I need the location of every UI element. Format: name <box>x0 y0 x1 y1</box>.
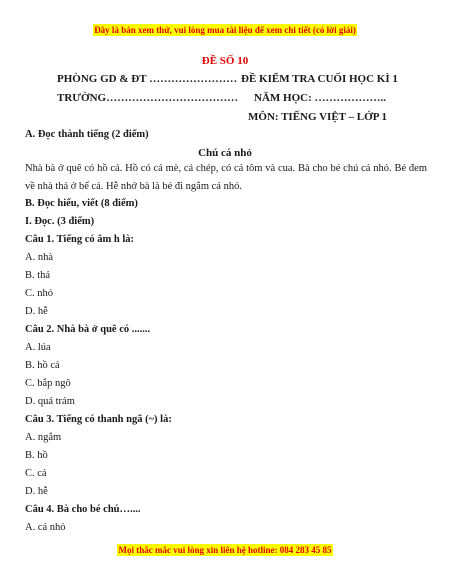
header-department: PHÒNG GD & ĐT …………………… <box>57 73 238 85</box>
section-a-heading: A. Đọc thành tiếng (2 điểm) <box>25 129 149 140</box>
question-1-option-a: A. nhà <box>25 252 53 263</box>
hotline-banner-text: Mọi thắc mắc vui lòng xin liên hệ hotline: 084 283 45 85 <box>118 545 332 555</box>
preview-banner <box>0 25 450 35</box>
header-school-year: NĂM HỌC: ……………….. <box>254 92 386 104</box>
question-2-option-c: C. bắp ngô <box>25 378 71 389</box>
question-2-option-b: B. hồ cá <box>25 360 60 371</box>
preview-banner-text: Đây là bản xem thử, vui lòng mua tài liệu để xem chi tiết (có lời giải) <box>94 25 356 35</box>
hotline-banner <box>0 545 450 555</box>
part-1-heading: I. Đọc. (3 điểm) <box>25 216 95 227</box>
header-exam-title: ĐỀ KIỂM TRA CUỐI HỌC KÌ 1 <box>241 73 398 85</box>
question-2-title: Câu 2. Nhà bà ở quê có ....... <box>25 324 151 335</box>
question-3-option-a: A. ngắm <box>25 432 62 443</box>
header-school: TRƯỜNG……………………………… <box>57 92 239 104</box>
question-1-title: Câu 1. Tiếng có âm h là: <box>25 234 134 245</box>
question-1-option-b: B. thả <box>25 270 51 281</box>
header-subject: MÔN: TIẾNG VIỆT – LỚP 1 <box>248 111 388 123</box>
question-2-option-a: A. lúa <box>25 342 51 353</box>
section-b-heading: B. Đọc hiểu, viết (8 điểm) <box>25 198 138 209</box>
question-3-option-c: C. cả <box>25 468 47 479</box>
question-3-title: Câu 3. Tiếng có thanh ngã (~) là: <box>25 414 172 425</box>
question-1-option-d: D. hễ <box>25 306 48 317</box>
question-3-option-d: D. hễ <box>25 486 48 497</box>
question-3-option-b: B. hồ <box>25 450 48 461</box>
story-title: Chú cá nhỏ <box>198 147 252 159</box>
question-4-option-a: A. cá nhỏ <box>25 522 66 533</box>
question-1-option-c: C. nhỏ <box>25 288 54 299</box>
story-paragraph: Nhà bà ở quê có hồ cá. Hồ có cá mè, cá chép, có cá tôm và cua. Bà cho bé chú cá nhỏ. Bé đem về nhà thả ở bể cá. Hễ nhớ bà là bé đi ngắm cá nhỏ. <box>25 163 427 192</box>
question-4-title: Câu 4. Bà cho bé chú….... <box>25 504 141 515</box>
question-2-option-d: D. quả trám <box>25 396 75 407</box>
exam-number: ĐỀ SỐ 10 <box>201 55 249 67</box>
